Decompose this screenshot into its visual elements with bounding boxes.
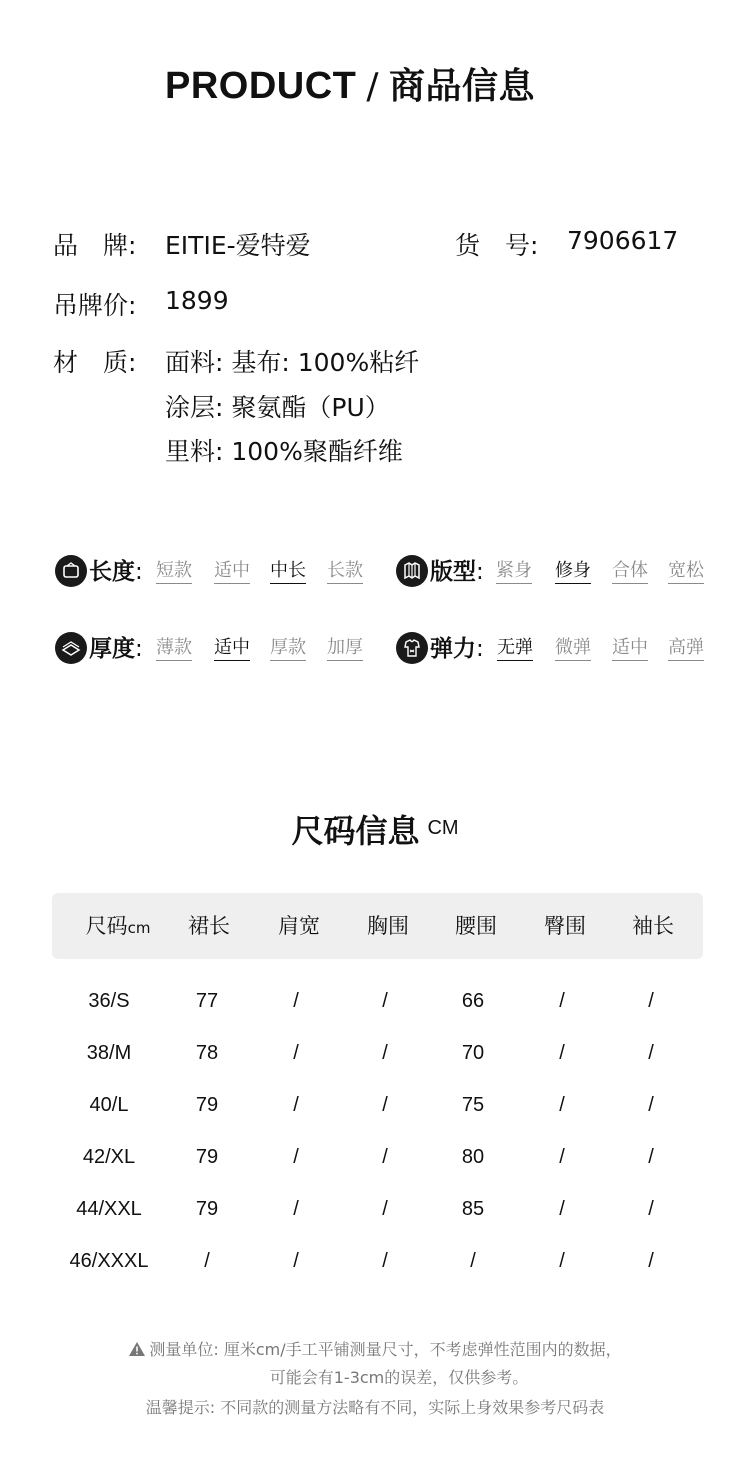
table-cell: 40/L bbox=[89, 1094, 129, 1116]
brand-value: EITIE-爱特爱 bbox=[165, 231, 311, 260]
header-shoulder: 肩宽 bbox=[278, 914, 320, 938]
length-option-medium: 适中 bbox=[214, 559, 250, 584]
material-line-coating: 涂层: 聚氨酯（PU） bbox=[165, 393, 390, 422]
table-cell: / bbox=[648, 1250, 654, 1272]
fit-option-regular: 合体 bbox=[612, 559, 648, 584]
price-row bbox=[53, 286, 453, 320]
attr-length-label: 长度: bbox=[89, 559, 143, 585]
table-cell: / bbox=[648, 1146, 654, 1168]
material-label: 材 质: bbox=[53, 348, 137, 377]
table-cell: / bbox=[293, 1198, 299, 1220]
title-slash: / bbox=[366, 66, 379, 107]
length-option-short: 短款 bbox=[156, 559, 192, 584]
table-cell: / bbox=[382, 1042, 388, 1064]
fit-icon bbox=[396, 555, 428, 587]
table-cell: / bbox=[382, 990, 388, 1012]
page-title bbox=[0, 58, 700, 109]
table-cell: 77 bbox=[195, 990, 219, 1012]
size-table-header bbox=[52, 893, 703, 959]
size-title-unit: CM bbox=[427, 817, 459, 839]
thickness-icon bbox=[55, 632, 87, 664]
size-title-text: 尺码信息 bbox=[291, 812, 420, 850]
length-icon bbox=[55, 555, 87, 587]
thickness-option-extra-thick: 加厚 bbox=[327, 636, 363, 661]
fit-option-slim: 修身 bbox=[555, 559, 591, 584]
stretch-option-high: 高弹 bbox=[668, 636, 704, 661]
table-cell: 38/M bbox=[86, 1042, 132, 1064]
tip-note: 温馨提示: 不同款的测量方法略有不同，实际上身效果参考尺码表 bbox=[145, 1398, 605, 1417]
stretch-option-none: 无弹 bbox=[497, 636, 533, 661]
measurement-note-line2: 可能会有1-3cm的误差，仅供参考。 bbox=[269, 1368, 529, 1387]
attr-fit-label: 版型: bbox=[430, 559, 484, 585]
attr-fit bbox=[396, 555, 716, 589]
header-size: 尺码cm bbox=[85, 914, 151, 938]
material-line-lining: 里料: 100%聚酯纤维 bbox=[165, 437, 403, 466]
table-cell: / bbox=[293, 1146, 299, 1168]
table-cell: / bbox=[648, 1094, 654, 1116]
thickness-option-thin: 薄款 bbox=[156, 636, 192, 661]
measurement-note bbox=[0, 1337, 750, 1361]
stretch-option-slight: 微弹 bbox=[555, 636, 591, 661]
thickness-option-thick: 厚款 bbox=[270, 636, 306, 661]
table-cell: / bbox=[559, 990, 565, 1012]
table-row bbox=[0, 975, 750, 1027]
table-cell: / bbox=[559, 1094, 565, 1116]
length-option-midi: 中长 bbox=[270, 559, 306, 584]
length-option-long: 长款 bbox=[327, 559, 363, 584]
fit-option-tight: 紧身 bbox=[496, 559, 532, 584]
table-cell: 42/XL bbox=[82, 1146, 136, 1168]
table-cell: / bbox=[648, 1042, 654, 1064]
table-cell: 36/S bbox=[88, 990, 130, 1012]
item-number-label: 货 号: bbox=[455, 231, 539, 260]
table-cell: / bbox=[648, 1198, 654, 1220]
table-cell: 44/XXL bbox=[76, 1198, 142, 1220]
table-cell: / bbox=[648, 990, 654, 1012]
thickness-option-medium: 适中 bbox=[214, 636, 250, 661]
table-cell: / bbox=[293, 990, 299, 1012]
stretch-icon bbox=[396, 632, 428, 664]
attr-thickness-label: 厚度: bbox=[89, 636, 143, 662]
item-number-value: 7906617 bbox=[567, 226, 679, 255]
table-cell: / bbox=[293, 1094, 299, 1116]
measurement-note-line1: 测量单位: 厘米cm/手工平铺测量尺寸，不考虑弹性范围内的数据， bbox=[149, 1340, 622, 1359]
table-cell: 75 bbox=[461, 1094, 485, 1116]
table-row bbox=[0, 1183, 750, 1235]
title-en: PRODUCT bbox=[164, 65, 357, 107]
attr-length bbox=[55, 555, 375, 589]
brand-label: 品 牌: bbox=[53, 231, 137, 260]
header-waist: 腰围 bbox=[455, 914, 497, 938]
attr-stretch-label: 弹力: bbox=[430, 636, 484, 662]
table-cell: / bbox=[470, 1250, 476, 1272]
table-cell: / bbox=[382, 1094, 388, 1116]
brand-row bbox=[53, 226, 693, 260]
table-cell: / bbox=[382, 1250, 388, 1272]
table-cell: 85 bbox=[461, 1198, 485, 1220]
table-cell: 79 bbox=[195, 1198, 219, 1220]
table-cell: / bbox=[559, 1042, 565, 1064]
attr-stretch bbox=[396, 632, 716, 666]
fit-option-loose: 宽松 bbox=[668, 559, 704, 584]
table-cell: 79 bbox=[195, 1094, 219, 1116]
table-row bbox=[0, 1027, 750, 1079]
header-bust: 胸围 bbox=[367, 914, 409, 938]
attr-thickness bbox=[55, 632, 375, 666]
table-cell: 78 bbox=[195, 1042, 219, 1064]
material-row bbox=[53, 343, 553, 473]
price-value: 1899 bbox=[165, 286, 229, 315]
table-cell: 66 bbox=[461, 990, 485, 1012]
header-sleeve: 袖长 bbox=[632, 914, 674, 938]
table-cell: / bbox=[559, 1146, 565, 1168]
table-cell: 80 bbox=[461, 1146, 485, 1168]
table-cell: / bbox=[559, 1250, 565, 1272]
table-cell: 46/XXXL bbox=[69, 1250, 149, 1272]
stretch-option-medium: 适中 bbox=[612, 636, 648, 661]
table-row bbox=[0, 1131, 750, 1183]
table-cell: / bbox=[382, 1198, 388, 1220]
table-cell: / bbox=[293, 1250, 299, 1272]
material-line-fabric: 面料: 基布: 100%粘纤 bbox=[165, 348, 420, 377]
table-cell: 79 bbox=[195, 1146, 219, 1168]
price-label: 吊牌价: bbox=[53, 291, 137, 320]
title-cn: 商品信息 bbox=[389, 66, 536, 107]
size-section-title bbox=[0, 806, 750, 852]
table-cell: 70 bbox=[461, 1042, 485, 1064]
header-skirt-length: 裙长 bbox=[188, 914, 230, 938]
table-cell: / bbox=[382, 1146, 388, 1168]
table-cell: / bbox=[204, 1250, 210, 1272]
table-row bbox=[0, 1079, 750, 1131]
table-cell: / bbox=[293, 1042, 299, 1064]
table-row bbox=[0, 1235, 750, 1287]
table-cell: / bbox=[559, 1198, 565, 1220]
warning-icon bbox=[128, 1341, 146, 1361]
header-hip: 臀围 bbox=[544, 914, 586, 938]
